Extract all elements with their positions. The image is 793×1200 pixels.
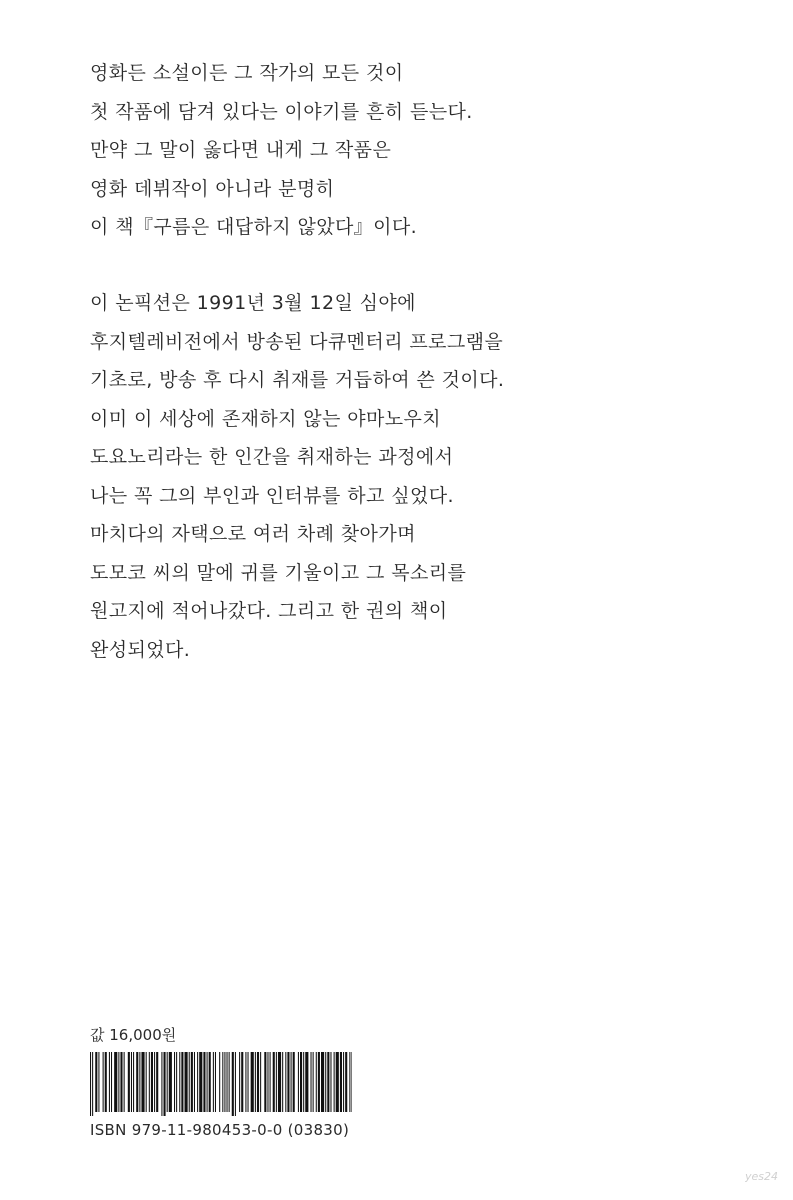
barcode-bar <box>257 1052 259 1112</box>
barcode-bar <box>92 1052 93 1116</box>
svg-text:yes24: yes24 <box>745 1170 779 1183</box>
barcode-bar <box>103 1052 104 1112</box>
barcode-bar <box>213 1052 214 1112</box>
barcode-bar <box>197 1052 198 1112</box>
text-line: 만약 그 말이 옳다면 내게 그 작품은 <box>90 139 392 161</box>
isbn-barcode <box>90 1052 352 1116</box>
barcode-bar <box>330 1052 331 1112</box>
text-line: 첫 작품에 담겨 있다는 이야기를 흔히 듣는다. <box>90 100 473 123</box>
barcode-bar <box>169 1052 172 1112</box>
barcode-bar <box>278 1052 281 1112</box>
barcode-bar <box>174 1052 175 1112</box>
text-line: 이미 이 세상에 존재하지 않는 야마노우치 <box>90 407 442 430</box>
barcode-bar <box>203 1052 205 1112</box>
barcode-bar <box>287 1052 289 1112</box>
barcode-bar <box>239 1052 240 1112</box>
text-line: 후지텔레비전에서 방송된 다큐멘터리 프로그램을 <box>90 330 504 353</box>
barcode-bar <box>120 1052 122 1112</box>
barcode-bar <box>227 1052 228 1112</box>
text-block-1 <box>90 54 473 247</box>
barcode-bar <box>273 1052 275 1112</box>
barcode-bar <box>345 1052 347 1112</box>
barcode-bar <box>349 1052 350 1112</box>
barcode-bar <box>164 1052 166 1116</box>
barcode-bar <box>241 1052 243 1112</box>
barcode-bar <box>321 1052 324 1112</box>
barcode-bar <box>181 1052 183 1112</box>
watermark-logo <box>745 1168 785 1184</box>
barcode-bar <box>114 1052 117 1112</box>
barcode-bar <box>146 1052 147 1112</box>
barcode-bar <box>128 1052 130 1112</box>
barcode-bar <box>156 1052 158 1112</box>
barcode-bar <box>327 1052 329 1112</box>
isbn-text: ISBN 979-11-980453-0-0 (03830) <box>90 1121 350 1139</box>
barcode-bar <box>285 1052 286 1112</box>
barcode-bar <box>105 1052 107 1112</box>
price-label: 값 16,000원 <box>90 1026 177 1044</box>
barcode-bar <box>293 1052 295 1112</box>
barcode-bar <box>245 1052 246 1112</box>
barcode-bar <box>207 1052 208 1112</box>
barcode-bar <box>111 1052 112 1112</box>
text-line: 도요노리라는 한 인간을 취재하는 과정에서 <box>90 446 454 468</box>
barcode-bar <box>291 1052 292 1112</box>
barcode-bar <box>232 1052 234 1116</box>
barcode-bar <box>300 1052 302 1112</box>
barcode-bar <box>151 1052 153 1112</box>
barcode-bar <box>194 1052 195 1112</box>
barcode-bar <box>311 1052 312 1112</box>
text-line: 원고지에 적어나갔다. 그리고 한 권의 책이 <box>90 600 448 622</box>
barcode-bar <box>161 1052 162 1116</box>
text-line: 이 책『구름은 대답하지 않았다』이다. <box>90 216 418 238</box>
barcode-bar <box>149 1052 150 1112</box>
barcode-bar <box>209 1052 211 1112</box>
barcode-bar <box>303 1052 304 1112</box>
text-line: 나는 꼭 그의 부인과 인터뷰를 하고 싶었다. <box>90 484 454 507</box>
barcode-bar <box>282 1052 283 1112</box>
barcode-bar <box>90 1052 91 1116</box>
barcode-bar <box>224 1052 225 1112</box>
barcode-bar <box>176 1052 177 1112</box>
barcode-bar <box>229 1052 230 1112</box>
barcode-bar <box>336 1052 339 1112</box>
barcode-bar <box>313 1052 314 1112</box>
barcode-bar <box>189 1052 190 1112</box>
barcode-bar <box>199 1052 202 1112</box>
barcode-bar <box>191 1052 193 1112</box>
barcode-bar <box>139 1052 140 1112</box>
barcode-bar <box>298 1052 299 1112</box>
barcode-bar <box>264 1052 266 1112</box>
barcode-bar <box>325 1052 326 1112</box>
barcode-bar <box>318 1052 320 1112</box>
text-line: 완성되었다. <box>90 638 191 661</box>
barcode-bar <box>340 1052 342 1112</box>
barcode-bar <box>251 1052 254 1112</box>
barcode-bar <box>255 1052 256 1112</box>
barcode-bar <box>334 1052 335 1112</box>
text-line: 이 논픽션은 1991년 3월 12일 심야에 <box>90 292 416 314</box>
barcode-bar <box>98 1052 99 1112</box>
barcode-bar <box>351 1052 352 1112</box>
barcode-bar <box>305 1052 308 1112</box>
barcode-bar <box>260 1052 261 1112</box>
text-line: 기초로, 방송 후 다시 취재를 거듭하여 쓴 것이다. <box>90 369 505 391</box>
barcode-bar <box>109 1052 110 1112</box>
text-line: 영화 데뷔작이 아니라 분명히 <box>90 177 335 200</box>
barcode-bar <box>136 1052 138 1112</box>
text-block-2 <box>90 284 504 669</box>
barcode-bar <box>167 1052 168 1112</box>
barcode-bar <box>235 1052 236 1116</box>
barcode-bar <box>343 1052 344 1112</box>
barcode-bar <box>179 1052 180 1112</box>
barcode-bar <box>124 1052 125 1112</box>
barcode-bar <box>141 1052 144 1112</box>
barcode-bar <box>215 1052 216 1112</box>
barcode-bar <box>270 1052 271 1112</box>
barcode-bar <box>276 1052 277 1112</box>
barcode-bar <box>222 1052 223 1112</box>
barcode-bar <box>248 1052 249 1112</box>
barcode-bar <box>133 1052 134 1112</box>
barcode-bar <box>118 1052 119 1112</box>
barcode-bar <box>95 1052 97 1112</box>
barcode-bar <box>316 1052 317 1112</box>
barcode-bar <box>219 1052 220 1112</box>
barcode-bar <box>131 1052 132 1112</box>
barcode-bar <box>267 1052 268 1112</box>
text-line: 도모코 씨의 말에 귀를 기울이고 그 목소리를 <box>90 561 467 584</box>
text-line: 영화든 소설이든 그 작가의 모든 것이 <box>90 62 404 84</box>
text-line: 마치다의 자택으로 여러 차례 찾아가며 <box>90 523 416 545</box>
barcode-bar <box>154 1052 155 1112</box>
barcode-bar <box>185 1052 188 1112</box>
